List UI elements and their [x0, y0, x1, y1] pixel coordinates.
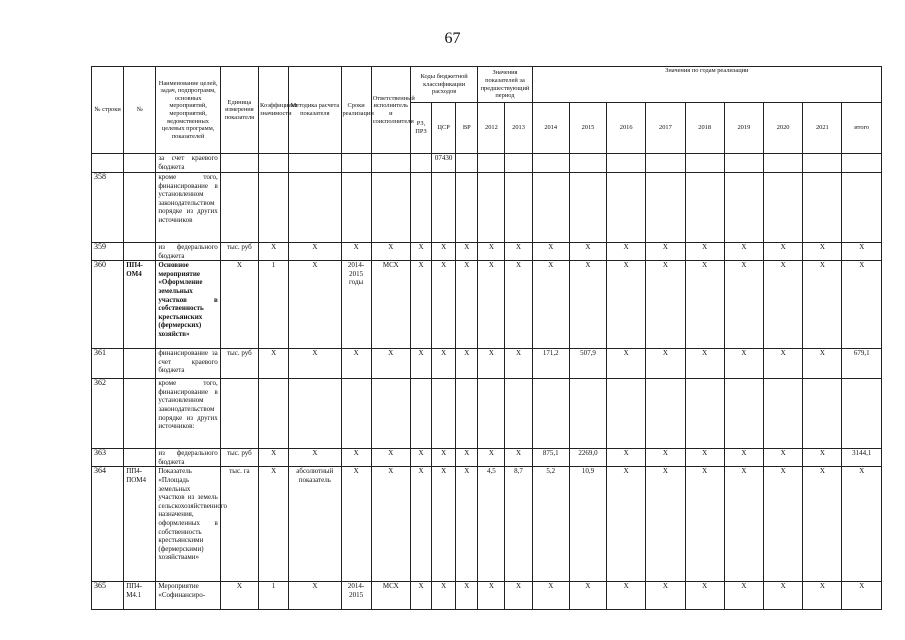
value-2020: X [764, 449, 803, 467]
header-code-no: № [124, 67, 156, 154]
rz-cell [410, 379, 431, 449]
coef-cell [259, 379, 289, 449]
header-2019: 2019 [724, 103, 763, 154]
header-row-no: № строки [92, 67, 124, 154]
header-terms: Сроки реализации [341, 67, 371, 154]
terms-cell: X [341, 243, 371, 261]
responsible-cell [371, 154, 410, 173]
value-2016: X [607, 449, 646, 467]
value-2017: X [646, 261, 685, 349]
value-2021: X [803, 243, 842, 261]
value-total [842, 154, 882, 173]
row-name: Показатель «Площадь земельных участков из земель сельскохозяйственного назначения, оформленных в собственность крестьянскими (фермерскими) хозяйствами» [156, 467, 220, 582]
header-total: итого [842, 103, 882, 154]
header-2020: 2020 [764, 103, 803, 154]
value-2012: X [478, 261, 505, 349]
value-2020 [764, 379, 803, 449]
unit-cell: X [220, 261, 258, 349]
value-2013: X [505, 243, 532, 261]
header-rz: РЗ, ПРЗ [410, 103, 431, 154]
terms-cell: X [341, 449, 371, 467]
value-2012 [478, 173, 505, 243]
header-coef: Коэффициент значимости [259, 67, 289, 154]
value-2012: X [478, 243, 505, 261]
value-2020 [764, 173, 803, 243]
value-2015: 2269,0 [569, 449, 606, 467]
value-2018: X [685, 349, 724, 379]
rz-cell: X [410, 349, 431, 379]
value-total [842, 379, 882, 449]
rz-cell [410, 154, 431, 173]
row-number: 358 [92, 173, 124, 243]
method-cell: X [289, 349, 341, 379]
vr-cell [456, 379, 478, 449]
value-2021 [803, 154, 842, 173]
method-cell: X [289, 449, 341, 467]
row-code [124, 449, 156, 467]
value-2017: X [646, 243, 685, 261]
coef-cell: X [259, 467, 289, 582]
value-2016: X [607, 261, 646, 349]
unit-cell: тыс. га [220, 467, 258, 582]
terms-cell [341, 173, 371, 243]
terms-cell: X [341, 467, 371, 582]
coef-cell: X [259, 449, 289, 467]
rz-cell: X [410, 467, 431, 582]
responsible-cell: X [371, 449, 410, 467]
responsible-cell: X [371, 243, 410, 261]
value-2014 [532, 379, 569, 449]
header-2021: 2021 [803, 103, 842, 154]
responsible-cell: МСХ [371, 261, 410, 349]
unit-cell [220, 154, 258, 173]
rz-cell: X [410, 261, 431, 349]
value-2016 [607, 154, 646, 173]
value-2012 [478, 154, 505, 173]
row-code: ПП4-ПОМ4 [124, 467, 156, 582]
row-number: 360 [92, 261, 124, 349]
value-2021: X [803, 467, 842, 582]
terms-cell: 2014-2015 годы [341, 261, 371, 349]
value-2012 [478, 379, 505, 449]
value-2018: X [685, 582, 724, 610]
value-2014: 171,2 [532, 349, 569, 379]
value-2016: X [607, 582, 646, 610]
table-row [92, 173, 882, 243]
value-2017: X [646, 582, 685, 610]
value-2020: X [764, 582, 803, 610]
value-2015: X [569, 261, 606, 349]
table-row [92, 243, 882, 261]
responsible-cell [371, 173, 410, 243]
csr-cell: X [432, 449, 456, 467]
value-total: X [842, 243, 882, 261]
header-2013: 2013 [505, 103, 532, 154]
terms-cell: X [341, 349, 371, 379]
row-name: из федерального бюджета [156, 243, 220, 261]
vr-cell: X [456, 261, 478, 349]
vr-cell: X [456, 449, 478, 467]
table-row [92, 449, 882, 467]
csr-cell: X [432, 243, 456, 261]
header-budget-codes: Коды бюджетной классификации расходов [410, 67, 477, 103]
value-2016: X [607, 349, 646, 379]
method-cell [289, 379, 341, 449]
value-2013 [505, 379, 532, 449]
value-2016: X [607, 467, 646, 582]
value-2014 [532, 154, 569, 173]
value-total: 679,1 [842, 349, 882, 379]
table-row [92, 467, 882, 582]
csr-cell [432, 173, 456, 243]
value-2015: 507,9 [569, 349, 606, 379]
row-number: 363 [92, 449, 124, 467]
value-2012: 4,5 [478, 467, 505, 582]
row-name: кроме того, финансирование в установленном законодательством порядке из других источников: [156, 379, 220, 449]
value-total: X [842, 467, 882, 582]
value-2016 [607, 173, 646, 243]
value-2019: X [724, 449, 763, 467]
method-cell [289, 173, 341, 243]
value-2015: X [569, 582, 606, 610]
value-2018: X [685, 261, 724, 349]
header-2018: 2018 [685, 103, 724, 154]
header-prev-period: Значения показателей за предшествующий период [478, 67, 532, 103]
row-code [124, 173, 156, 243]
responsible-cell [371, 379, 410, 449]
unit-cell: тыс. руб [220, 349, 258, 379]
value-2013: X [505, 349, 532, 379]
row-code [124, 243, 156, 261]
method-cell [289, 154, 341, 173]
value-2018 [685, 154, 724, 173]
vr-cell: X [456, 467, 478, 582]
method-cell: X [289, 582, 341, 610]
vr-cell: X [456, 243, 478, 261]
value-2013: X [505, 582, 532, 610]
value-2021: X [803, 349, 842, 379]
value-2020: X [764, 349, 803, 379]
value-2014: 875,1 [532, 449, 569, 467]
value-2017 [646, 379, 685, 449]
value-2019: X [724, 243, 763, 261]
value-total: X [842, 582, 882, 610]
value-2020 [764, 154, 803, 173]
value-2019: X [724, 349, 763, 379]
page-number: 67 [444, 30, 461, 47]
value-2012: X [478, 349, 505, 379]
coef-cell [259, 154, 289, 173]
row-number: 365 [92, 582, 124, 610]
row-name: Основное мероприятие «Оформление земельных участков в собственность крестьянских (фермерских) хозяйств» [156, 261, 220, 349]
value-2017 [646, 154, 685, 173]
header-name: Наименование целей, задач, подпрограмм, основных мероприятий, мероприятий, ведомственных целевых программ, показателей [156, 67, 220, 154]
value-2016 [607, 379, 646, 449]
rz-cell: X [410, 243, 431, 261]
value-2019: X [724, 261, 763, 349]
value-2021 [803, 379, 842, 449]
value-2015: X [569, 243, 606, 261]
header-2012: 2012 [478, 103, 505, 154]
value-2013: X [505, 449, 532, 467]
value-2019: X [724, 582, 763, 610]
unit-cell: X [220, 582, 258, 610]
method-cell: X [289, 261, 341, 349]
header-unit: Единица измерения показателя [220, 67, 258, 154]
header-2015: 2015 [569, 103, 606, 154]
coef-cell: X [259, 243, 289, 261]
value-2018: X [685, 467, 724, 582]
value-2014: X [532, 243, 569, 261]
value-total: X [842, 261, 882, 349]
terms-cell [341, 379, 371, 449]
row-code [124, 379, 156, 449]
value-2017: X [646, 449, 685, 467]
value-2012: X [478, 582, 505, 610]
value-2013: 8,7 [505, 467, 532, 582]
header-method: Методика расчета показателя [289, 67, 341, 154]
vr-cell [456, 173, 478, 243]
coef-cell: 1 [259, 582, 289, 610]
responsible-cell: МСХ [371, 582, 410, 610]
table-row [92, 582, 882, 610]
row-code [124, 154, 156, 173]
csr-cell: X [432, 349, 456, 379]
unit-cell [220, 379, 258, 449]
value-2015 [569, 379, 606, 449]
terms-cell: 2014-2015 [341, 582, 371, 610]
header-years-group: Значения по годам реализации [532, 67, 881, 103]
unit-cell: тыс. руб [220, 243, 258, 261]
header-2016: 2016 [607, 103, 646, 154]
row-name: за счет краевого бюджета [156, 154, 220, 173]
value-2019 [724, 379, 763, 449]
table-row [92, 349, 882, 379]
value-2015 [569, 173, 606, 243]
value-2019 [724, 173, 763, 243]
value-2020: X [764, 261, 803, 349]
csr-cell: X [432, 467, 456, 582]
rz-cell [410, 173, 431, 243]
value-2014 [532, 173, 569, 243]
coef-cell [259, 173, 289, 243]
value-total: 3144,1 [842, 449, 882, 467]
header-vr: ВР [456, 103, 478, 154]
value-2017: X [646, 467, 685, 582]
value-2013: X [505, 261, 532, 349]
value-2019: X [724, 467, 763, 582]
row-code [124, 349, 156, 379]
coef-cell: 1 [259, 261, 289, 349]
row-number: 359 [92, 243, 124, 261]
value-2013 [505, 154, 532, 173]
table-row [92, 261, 882, 349]
value-2020: X [764, 243, 803, 261]
value-2016: X [607, 243, 646, 261]
csr-cell: X [432, 582, 456, 610]
header-2017: 2017 [646, 103, 685, 154]
value-2017: X [646, 349, 685, 379]
value-2014: X [532, 582, 569, 610]
value-2018: X [685, 243, 724, 261]
csr-cell [432, 379, 456, 449]
header-2014: 2014 [532, 103, 569, 154]
value-2014: 5,2 [532, 467, 569, 582]
vr-cell [456, 154, 478, 173]
value-2017 [646, 173, 685, 243]
rz-cell: X [410, 449, 431, 467]
unit-cell: тыс. руб [220, 449, 258, 467]
coef-cell: X [259, 349, 289, 379]
value-2018 [685, 173, 724, 243]
table-row [92, 154, 882, 173]
responsible-cell: X [371, 349, 410, 379]
value-2021 [803, 173, 842, 243]
vr-cell: X [456, 582, 478, 610]
value-2018: X [685, 449, 724, 467]
row-number: 361 [92, 349, 124, 379]
program-indicators-table [91, 66, 882, 610]
row-name: финансирование за счет краевого бюджета [156, 349, 220, 379]
row-code: ПП4-М4.1 [124, 582, 156, 610]
row-name: кроме того, финансирование в установленном законодательством порядке из других источников [156, 173, 220, 243]
header-row-1 [92, 67, 882, 103]
value-2021: X [803, 449, 842, 467]
value-2018 [685, 379, 724, 449]
value-total [842, 173, 882, 243]
header-csr: ЦСР [432, 103, 456, 154]
value-2015: 10,9 [569, 467, 606, 582]
table-row [92, 379, 882, 449]
method-cell: абсолютный показатель [289, 467, 341, 582]
row-code: ПП4-ОМ4 [124, 261, 156, 349]
row-number: 364 [92, 467, 124, 582]
responsible-cell: X [371, 467, 410, 582]
value-2019 [724, 154, 763, 173]
row-name: из федерального бюджета [156, 449, 220, 467]
value-2012: X [478, 449, 505, 467]
method-cell: X [289, 243, 341, 261]
csr-cell: 07430 [432, 154, 456, 173]
value-2013 [505, 173, 532, 243]
value-2021: X [803, 261, 842, 349]
rz-cell: X [410, 582, 431, 610]
value-2020: X [764, 467, 803, 582]
terms-cell [341, 154, 371, 173]
header-responsible: Ответственный исполнитель и соисполнители [371, 67, 410, 154]
vr-cell: X [456, 349, 478, 379]
row-number [92, 154, 124, 173]
value-2021: X [803, 582, 842, 610]
value-2015 [569, 154, 606, 173]
csr-cell: X [432, 261, 456, 349]
row-number: 362 [92, 379, 124, 449]
row-name: Мероприятие «Софинансиро- [156, 582, 220, 610]
value-2014: X [532, 261, 569, 349]
unit-cell [220, 173, 258, 243]
